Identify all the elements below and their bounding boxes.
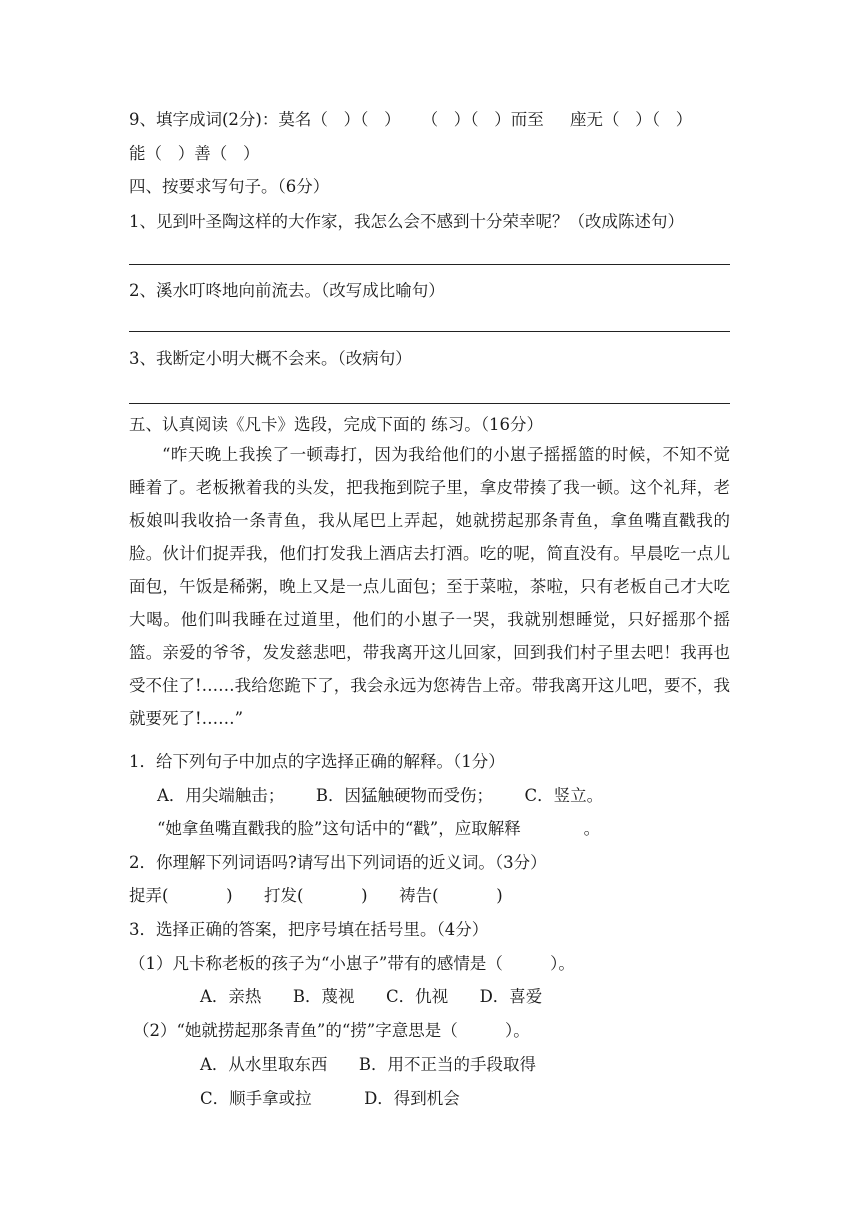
section5-heading: 五、认真阅读《凡卡》选段，完成下面的 练习。（16分）	[129, 415, 543, 434]
reading-passage: “昨天晚上我挨了一顿毒打，因为我给他们的小崽子摇摇篮的时候，不知不觉睡着了。老板揪着我的头发，把我拖到院子里，拿皮带揍了我一顿。这个礼拜，老板娘叫我收拾一条青鱼，我从尾巴上弄起，她就捞起那条青鱼，拿鱼嘴直戳我的脸。伙计们捉弄我，他们打发我上酒店去打酒。吃的呢，简直没有。早晨吃一点儿面包，午饭是稀粥，晚上又是一点儿面包；至于菜啦，茶啦，只有老板自己才大吃大喝。他们叫我睡在过道里，他们的小崽子一哭，我就别想睡觉，只好摇那个摇篮。亲爱的爷爷，发发慈悲吧，带我离开这儿回家，回到我们村子里去吧！我再也受不住了!……我给您跪下了，我会永远为您祷告上帝。带我离开这儿吧，要不，我就要死了!……”	[129, 445, 730, 728]
section4-item-3: 3、我断定小明大概不会来。（改病句）	[129, 349, 412, 368]
q1-options: A．用尖端触击； B．因猛触硬物而受伤； C．竖立。	[157, 786, 604, 805]
q2-synonym-line: 捉弄( ) 打发( ) 祷告( )	[129, 886, 503, 905]
q9-line2: 能（ ）善（ ）	[129, 144, 260, 163]
q3-sub2-options-ab: A．从水里取东西 B．用不正当的手段取得	[200, 1055, 537, 1074]
section4-heading: 四、按要求写句子。（6分）	[129, 177, 330, 196]
q3-sub2-text: （2）“她就捞起那条青鱼”的“捞”字意思是（ ）。	[133, 1021, 530, 1040]
q2-title: 2．你理解下列词语吗?请写出下列词语的近义词。（3分）	[129, 853, 547, 872]
q9-line1: 9、填字成词(2分)：莫名（ ）（ ） （ ）（ ）而至 座无（ ）（ ）	[129, 110, 693, 129]
section4-item-2: 2、溪水叮咚地向前流去。（改写成比喻句）	[129, 281, 445, 300]
q3-sub1-options: A．亲热 B．蔑视 C．仇视 D．喜爱	[200, 987, 543, 1006]
answer-line-2[interactable]	[129, 331, 730, 332]
section4-item-1: 1、见到叶圣陶这样的大作家，我怎么会不感到十分荣幸呢？（改成陈述句）	[129, 212, 684, 231]
q1-sentence: “她拿鱼嘴直戳我的脸”这句话中的“戳”，应取解释 。	[157, 819, 601, 838]
q1-title: 1．给下列句子中加点的字选择正确的解释。（1分）	[129, 752, 505, 771]
answer-line-1[interactable]	[129, 264, 730, 265]
answer-line-3[interactable]	[129, 403, 730, 404]
q3-sub2-options-cd: C．顺手拿或拉 D．得到机会	[200, 1089, 460, 1108]
q3-title: 3．选择正确的答案，把序号填在括号里。（4分）	[129, 920, 489, 939]
q3-sub1-text: （1）凡卡称老板的孩子为“小崽子”带有的感情是（ ）。	[129, 954, 575, 973]
